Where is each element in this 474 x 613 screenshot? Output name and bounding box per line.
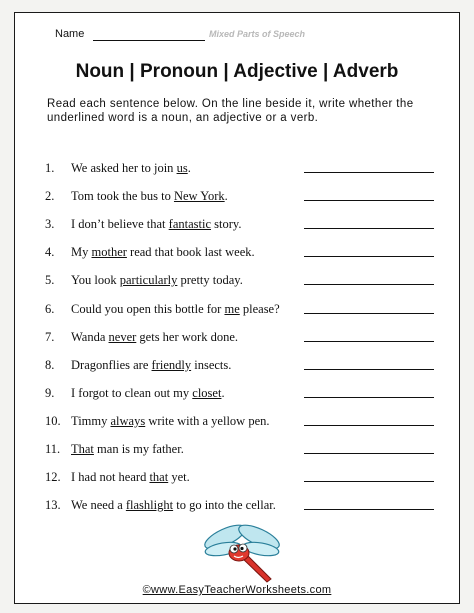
sentence-text-after: write with a yellow pen. (145, 413, 270, 428)
sentence-text-after: gets her work done. (136, 329, 239, 344)
page-title: Noun | Pronoun | Adjective | Adverb (75, 61, 399, 82)
question-row (15, 161, 459, 181)
dragonfly-icon (201, 519, 283, 585)
sentence-text-before: My (71, 245, 92, 260)
question-row (15, 470, 459, 490)
question-row (15, 302, 459, 322)
underlined-word: never (108, 329, 137, 344)
sentence-text-after: pretty today. (177, 273, 243, 288)
sentence-text-before: Tom took the bus to (71, 189, 174, 204)
question-sentence (71, 189, 228, 204)
underlined-word: fantastic (168, 217, 211, 232)
question-sentence (71, 217, 241, 232)
question-number: 1. (45, 161, 55, 175)
question-number: 5. (45, 273, 55, 288)
underlined-word: friendly (151, 357, 192, 372)
question-number: 2. (45, 189, 55, 204)
question-number: 10. (45, 413, 61, 428)
sentence-text-after: . (224, 189, 228, 204)
answer-line[interactable] (304, 172, 434, 173)
question-sentence (71, 273, 243, 288)
question-number: 13. (45, 498, 61, 513)
question-sentence (71, 302, 280, 317)
answer-line[interactable] (304, 313, 434, 314)
answer-line[interactable] (304, 453, 434, 454)
underlined-word: That (71, 442, 94, 456)
question-sentence (71, 161, 191, 176)
answer-line[interactable] (304, 200, 434, 201)
sentence-text-before: You look (71, 273, 120, 288)
answer-line[interactable] (304, 397, 434, 398)
sentence-text-before: Could you open this bottle for (71, 301, 225, 316)
question-number: 4. (45, 245, 55, 260)
sentence-text-after: man is my father. (93, 442, 184, 456)
answer-line[interactable] (304, 425, 434, 426)
sentence-text-after: . (221, 385, 225, 400)
answer-line[interactable] (304, 228, 434, 229)
sentence-text-before: Dragonflies are (71, 357, 152, 372)
question-number: 11. (45, 442, 61, 456)
question-sentence (71, 470, 190, 485)
answer-line[interactable] (304, 284, 434, 285)
sentence-text-after: read that book last week. (126, 245, 255, 260)
answer-line[interactable] (304, 481, 434, 482)
question-sentence (71, 245, 255, 260)
sentence-text-before: Wanda (71, 329, 109, 344)
question-sentence (71, 414, 270, 429)
question-number: 6. (45, 301, 55, 316)
question-row (15, 414, 459, 434)
underlined-word: me (224, 301, 240, 316)
question-row (15, 245, 459, 265)
question-sentence (71, 442, 184, 457)
name-answer-line[interactable] (93, 40, 205, 41)
sentence-text-before: I had not heard (71, 470, 150, 485)
name-label: Name (55, 28, 85, 40)
question-row (15, 358, 459, 378)
answer-line[interactable] (304, 369, 434, 370)
question-row (15, 386, 459, 406)
answer-line[interactable] (304, 509, 434, 510)
underlined-word: mother (91, 245, 127, 260)
question-number: 7. (45, 329, 55, 344)
underlined-word: that (149, 470, 169, 485)
sentence-text-after: to go into the cellar. (173, 498, 276, 513)
sentence-text-after: story. (211, 217, 242, 232)
instructions: Read each sentence below. On the line beside it, write whether the underlined word is a noun, an adjective or a verb. (47, 98, 414, 124)
question-row (15, 189, 459, 209)
footer-link[interactable]: ©www.EasyTeacherWorksheets.com (142, 584, 332, 596)
question-number: 12. (45, 470, 61, 485)
sentence-text-before: I don’t believe that (71, 217, 169, 232)
sentence-text-before: I forgot to clean out my (71, 385, 193, 400)
answer-line[interactable] (304, 256, 434, 257)
sentence-text-after: insects. (191, 357, 232, 372)
question-sentence (71, 330, 238, 345)
sentence-text-after: . (187, 161, 191, 175)
answer-line[interactable] (304, 341, 434, 342)
question-row (15, 273, 459, 293)
underlined-word: always (110, 413, 146, 428)
question-row (15, 217, 459, 237)
question-number: 8. (45, 357, 55, 372)
question-number: 9. (45, 385, 55, 400)
footer-credit[interactable] (15, 584, 459, 596)
worksheet-topic: Mixed Parts of Speech (209, 29, 306, 39)
underlined-word: flashlight (125, 498, 174, 513)
question-row (15, 442, 459, 462)
sentence-text-before: We need a (71, 498, 126, 513)
question-number: 3. (45, 217, 55, 232)
sentence-text-after: yet. (168, 470, 190, 485)
underlined-word: particularly (119, 273, 178, 288)
question-sentence (71, 358, 231, 373)
question-row (15, 498, 459, 518)
question-sentence (71, 386, 225, 401)
sentence-text-after: please? (239, 301, 280, 316)
underlined-word: us (176, 161, 188, 175)
worksheet-page (14, 12, 460, 604)
sentence-text-before: We asked her to join (71, 161, 177, 175)
question-row (15, 330, 459, 350)
sentence-text-before: Timmy (71, 413, 111, 428)
underlined-word: New York (173, 189, 225, 204)
underlined-word: closet (192, 385, 222, 400)
name-row (55, 28, 435, 44)
question-sentence (71, 498, 276, 513)
